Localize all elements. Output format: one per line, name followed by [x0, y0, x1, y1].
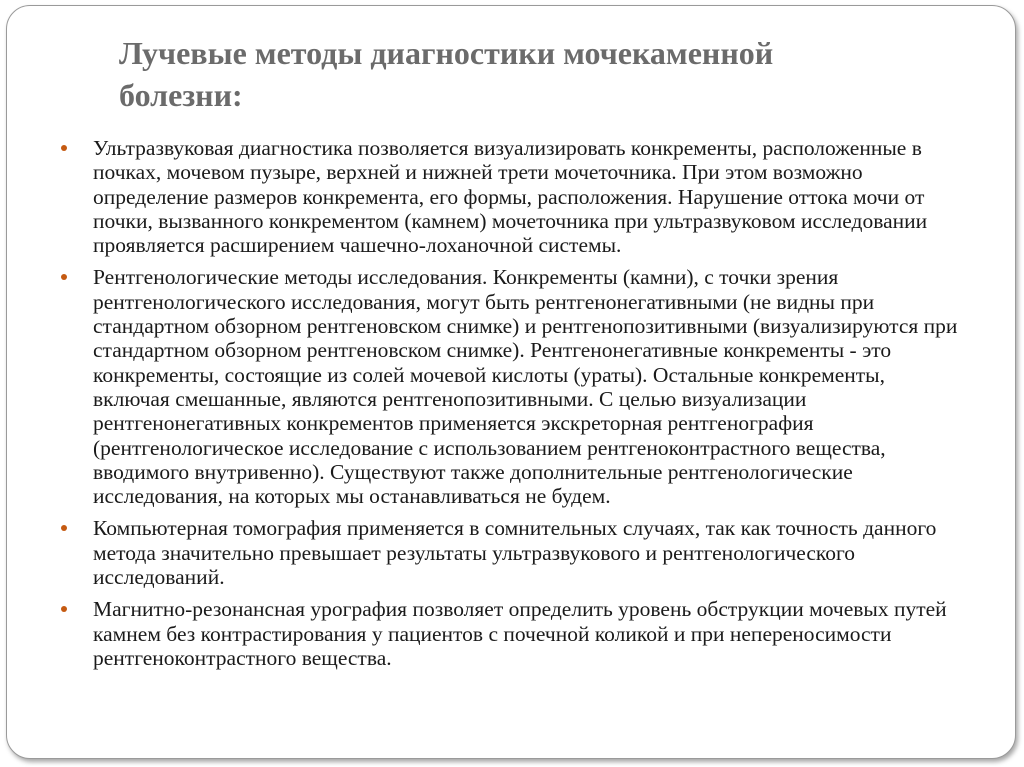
bullet-list: [59, 136, 959, 678]
list-item-text: Ультразвуковая диагностика позволяется визуализировать конкременты, расположенные в почках, мочевом пузыре, верхней и нижней трети мочеточника. При этом возможно определение размеров конкремента, его формы, расположения. Нарушение оттока мочи от почки, вызванного конкрементом (камнем) мочеточника при ультразвуковом исследовании проявляется расширением чашечно-лоханочной системы.: [93, 136, 928, 258]
slide-frame: [6, 5, 1016, 759]
list-item-text: Рентгенологические методы исследования. Конкременты (камни), с точки зрения рентгенологического исследования, могут быть рентгенонегативными (не видны при стандартном обзорном рентгеновском снимке) и рентгенопозитивными (визуализируются при стандартном обзорном рентгеновском снимке). Рентгенонегативные конкременты - это конкременты, состоящие из солей мочевой кислоты (ураты). Остальные конкременты, включая смешанные, являются рентгенопозитивными. С целью визуализации рентгенонегативных конкрементов применяется экскреторная рентгенография (рентгенологическое исследование с использованием рентгеноконтрастного вещества, вводимого внутривенно). Существуют также дополнительные рентгенологические исследования, на которых мы останавливаться не будем.: [93, 265, 958, 509]
slide-title: Лучевые методы диагностики мочекаменной болезни:: [119, 35, 774, 113]
bullet-icon: [61, 525, 67, 531]
list-item: [59, 597, 959, 670]
bullet-icon: [61, 145, 67, 151]
list-item: [59, 516, 959, 589]
bullet-icon: [61, 274, 67, 280]
list-item: [59, 136, 959, 257]
list-item: [59, 265, 959, 508]
list-item-text: Магнитно-резонансная урография позволяет определить уровень обструкции мочевых путей камнем без контрастирования у пациентов с почечной коликой и при непереносимости рентгеноконтрастного вещества.: [93, 597, 947, 670]
list-item-text: Компьютерная томография применяется в сомнительных случаях, так как точность данного метода значительно превышает результаты ультразвукового и рентгенологического исследований.: [93, 516, 937, 590]
bullet-icon: [61, 606, 67, 612]
